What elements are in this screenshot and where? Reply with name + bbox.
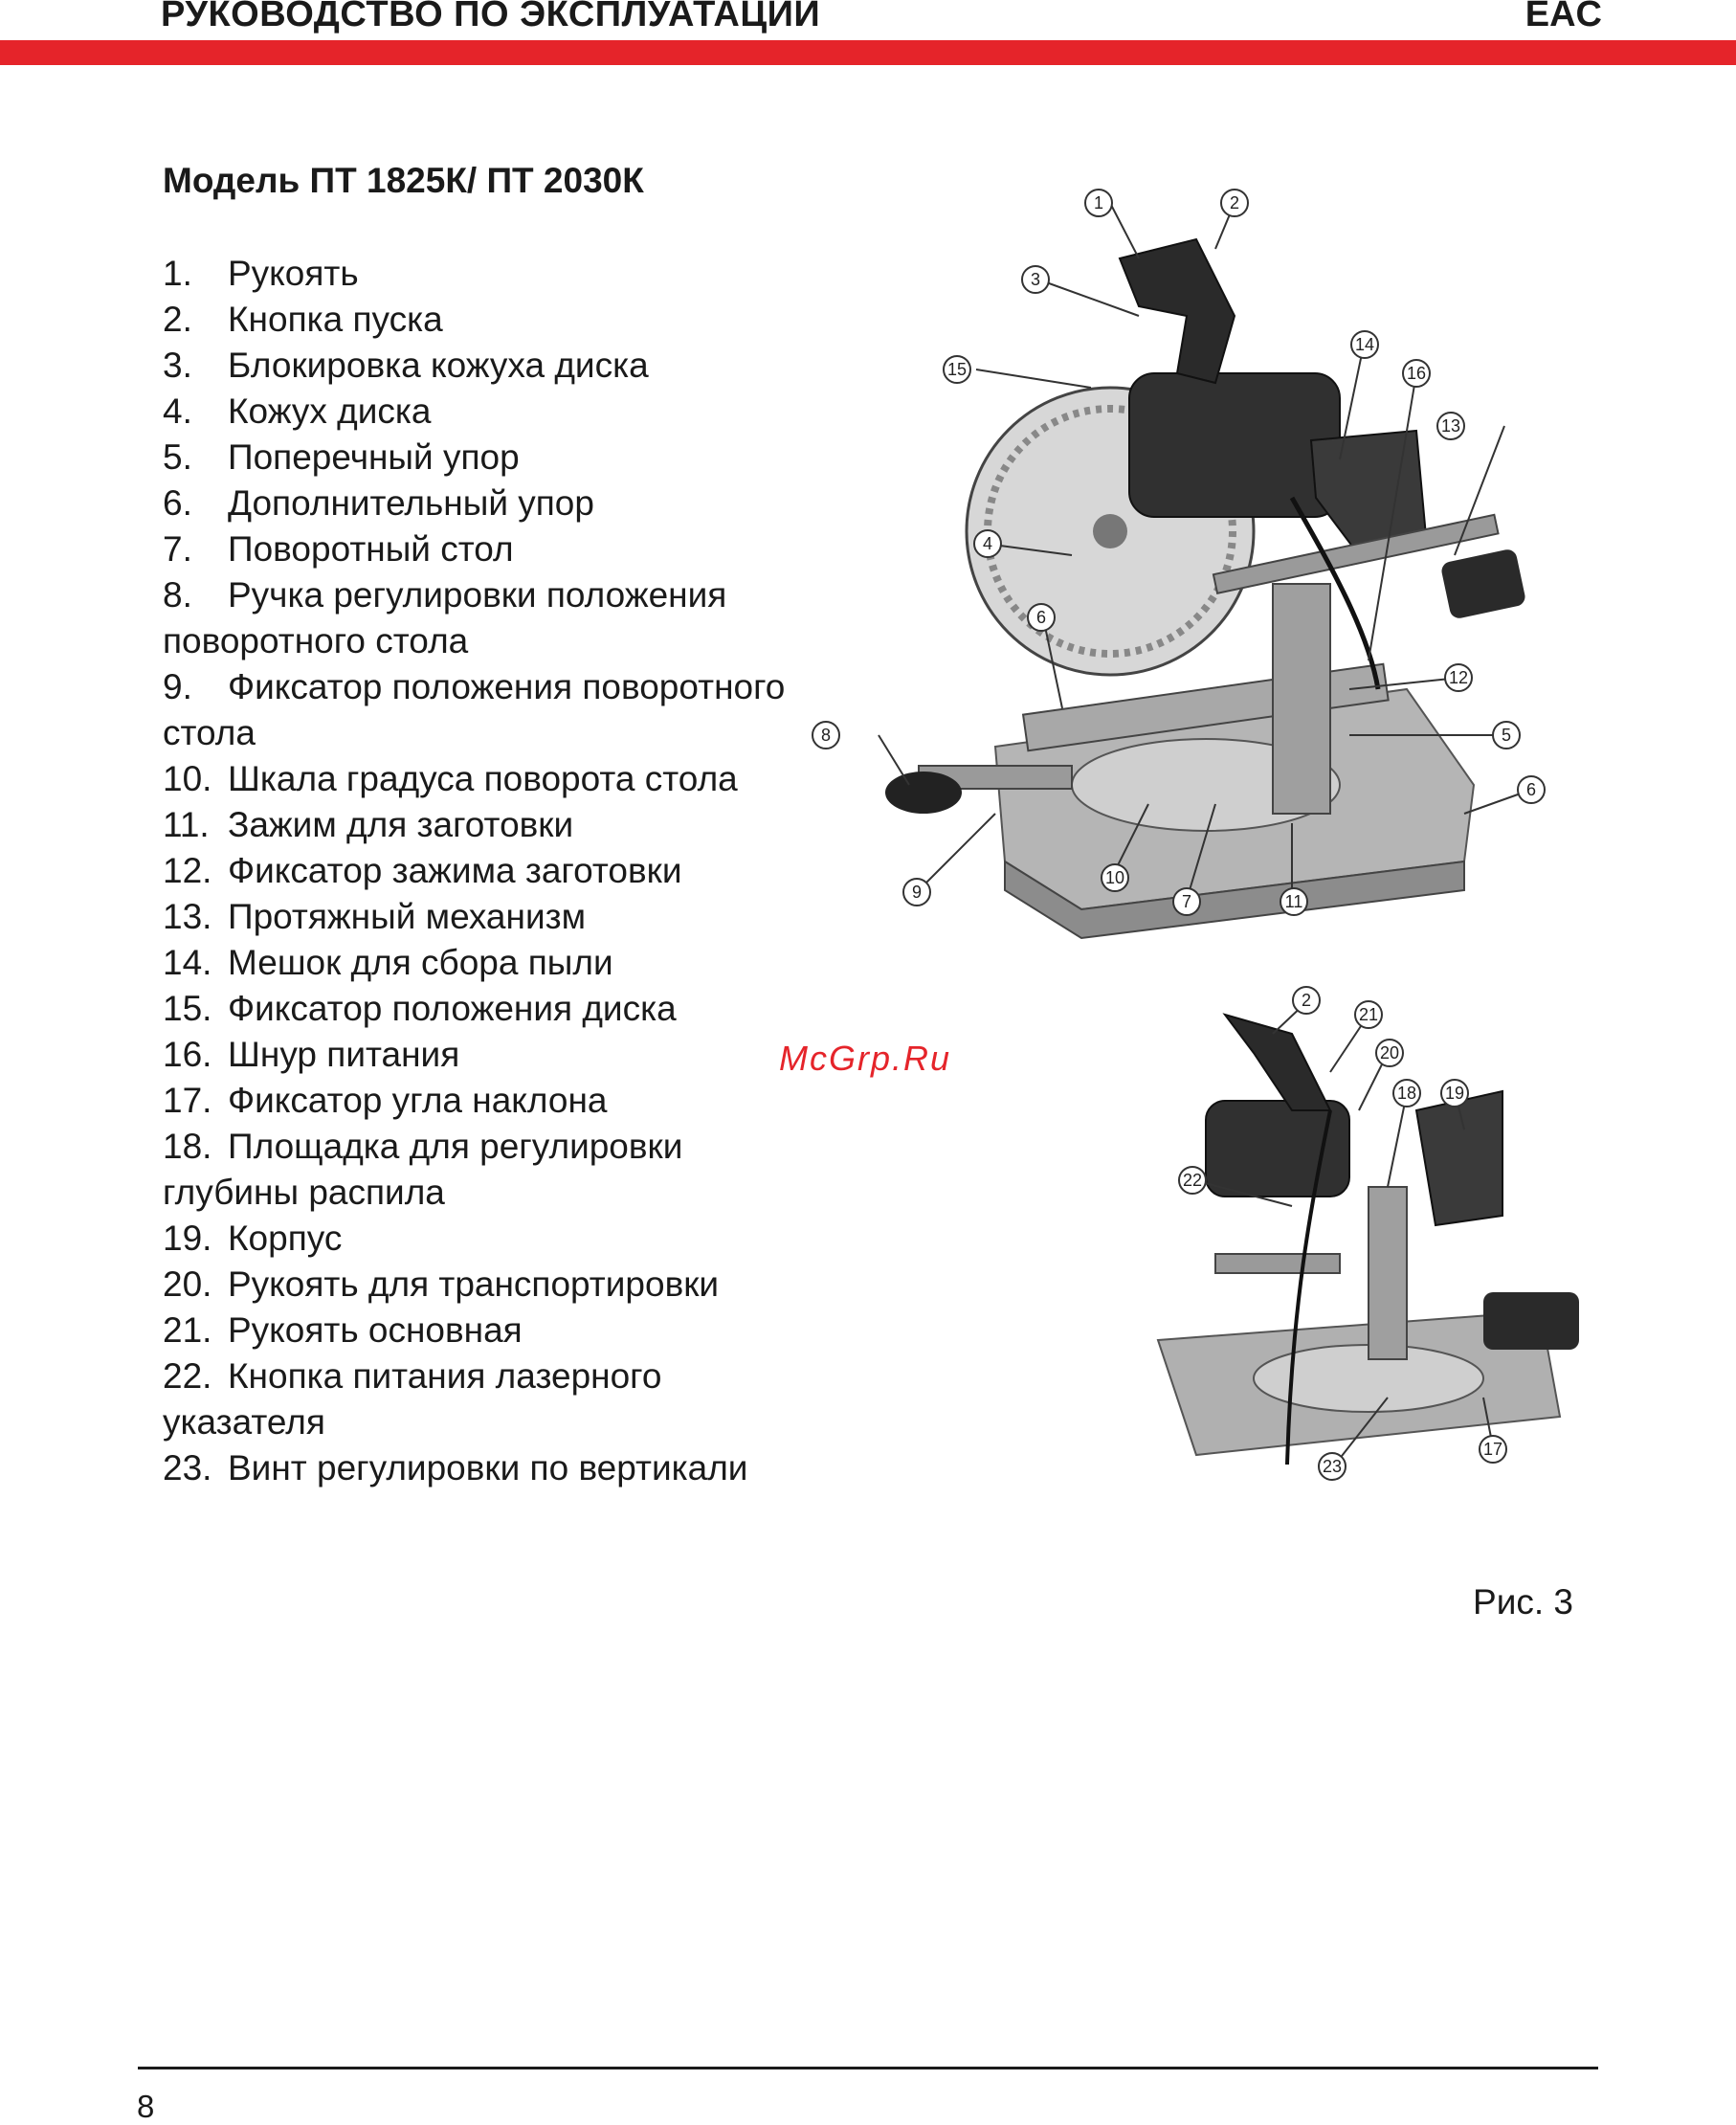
callout-marker (1437, 413, 1464, 439)
eac-mark: EAC (1525, 0, 1602, 34)
header-title: РУКОВОДСТВО ПО ЭКСПЛУАТАЦИИ (161, 0, 821, 34)
svg-text:1: 1 (1093, 193, 1104, 212)
svg-text:16: 16 (1406, 364, 1427, 383)
part-item: 2. Кнопка пуска (163, 300, 443, 339)
callout-marker (812, 722, 839, 749)
part-item: 1. Рукоять (163, 254, 359, 293)
header-red-bar (0, 40, 1736, 65)
callout-marker (1022, 266, 1049, 293)
part-item: 20. Рукоять для транспортировки (163, 1264, 720, 1304)
svg-text:13: 13 (1440, 416, 1461, 436)
svg-text:9: 9 (911, 883, 923, 902)
callout-marker (1393, 1080, 1420, 1107)
svg-text:21: 21 (1358, 1005, 1379, 1024)
svg-text:5: 5 (1501, 726, 1512, 745)
footer-divider (138, 2067, 1598, 2069)
callout-marker (1480, 1436, 1506, 1463)
svg-text:2: 2 (1301, 991, 1312, 1010)
saw-rear-illustration (1158, 1015, 1579, 1465)
part-item: 11. Зажим для заготовки (163, 805, 574, 844)
part-item: 6. Дополнительный упор (163, 483, 594, 523)
part-item: 12. Фиксатор зажима заготовки (163, 851, 682, 890)
svg-text:3: 3 (1030, 270, 1041, 289)
svg-text:14: 14 (1354, 335, 1375, 354)
callout-marker (1518, 776, 1545, 803)
part-item: 7. Поворотный стол (163, 529, 514, 569)
part-item: 8. Ручка регулировки положения поворотного стола (163, 575, 727, 660)
callout-marker (1173, 888, 1200, 915)
model-title: Модель ПТ 1825К/ ПТ 2030К (163, 161, 644, 200)
svg-text:23: 23 (1322, 1457, 1343, 1476)
callout-marker (1376, 1040, 1403, 1066)
part-item: 19. Корпус (163, 1219, 343, 1258)
callout-marker (1493, 722, 1520, 749)
callout-marker (1085, 190, 1112, 216)
part-item: 3. Блокировка кожуха диска (163, 346, 649, 385)
parts-list (163, 251, 813, 1491)
part-item: 23. Винт регулировки по вертикали (163, 1448, 748, 1488)
part-item: 15. Фиксатор положения диска (163, 989, 677, 1028)
callout-marker (1403, 360, 1430, 387)
svg-text:17: 17 (1482, 1440, 1503, 1459)
callout-marker (1319, 1453, 1346, 1480)
callout-marker (944, 356, 970, 383)
part-item: 5. Поперечный упор (163, 437, 520, 477)
callout-marker (974, 530, 1001, 557)
svg-text:7: 7 (1181, 892, 1192, 911)
watermark-text: McGrp.Ru (779, 1039, 952, 1078)
svg-text:19: 19 (1444, 1084, 1465, 1103)
part-item: 10. Шкала градуса поворота стола (163, 759, 738, 798)
part-item: 18. Площадка для регулировки глубины распила (163, 1127, 683, 1212)
callout-marker (1102, 864, 1128, 891)
svg-text:12: 12 (1448, 668, 1469, 687)
callout-marker (1445, 664, 1472, 691)
callout-marker (1351, 331, 1378, 358)
svg-text:6: 6 (1035, 608, 1047, 627)
figure-caption: Рис. 3 (1473, 1582, 1573, 1622)
part-item: 16. Шнур питания (163, 1035, 460, 1074)
svg-text:10: 10 (1104, 868, 1125, 887)
svg-text:8: 8 (820, 726, 832, 745)
page-number: 8 (137, 2089, 155, 2124)
part-item: 14. Мешок для сбора пыли (163, 943, 613, 982)
svg-text:20: 20 (1379, 1043, 1400, 1062)
svg-text:22: 22 (1182, 1171, 1203, 1190)
svg-text:4: 4 (982, 534, 993, 553)
callout-marker (1293, 987, 1320, 1014)
part-item: 4. Кожух диска (163, 391, 432, 431)
part-item: 13. Протяжный механизм (163, 897, 587, 936)
callout-marker (1028, 604, 1055, 631)
svg-text:6: 6 (1525, 780, 1537, 799)
svg-text:15: 15 (946, 360, 968, 379)
part-item: 9. Фиксатор положения поворотного стола (163, 667, 786, 752)
callout-marker (1441, 1080, 1468, 1107)
part-item: 22. Кнопка питания лазерного указателя (163, 1356, 662, 1442)
callout-marker (1179, 1167, 1206, 1194)
part-item: 21. Рукоять основная (163, 1310, 523, 1350)
callout-marker (1221, 190, 1248, 216)
callout-marker (1280, 888, 1307, 915)
miter-saw-figure (794, 153, 1579, 1512)
svg-text:2: 2 (1229, 193, 1240, 212)
svg-text:18: 18 (1396, 1084, 1417, 1103)
part-item: 17. Фиксатор угла наклона (163, 1081, 608, 1120)
callout-marker (1355, 1001, 1382, 1028)
callout-marker (903, 879, 930, 906)
svg-text:11: 11 (1284, 892, 1303, 911)
